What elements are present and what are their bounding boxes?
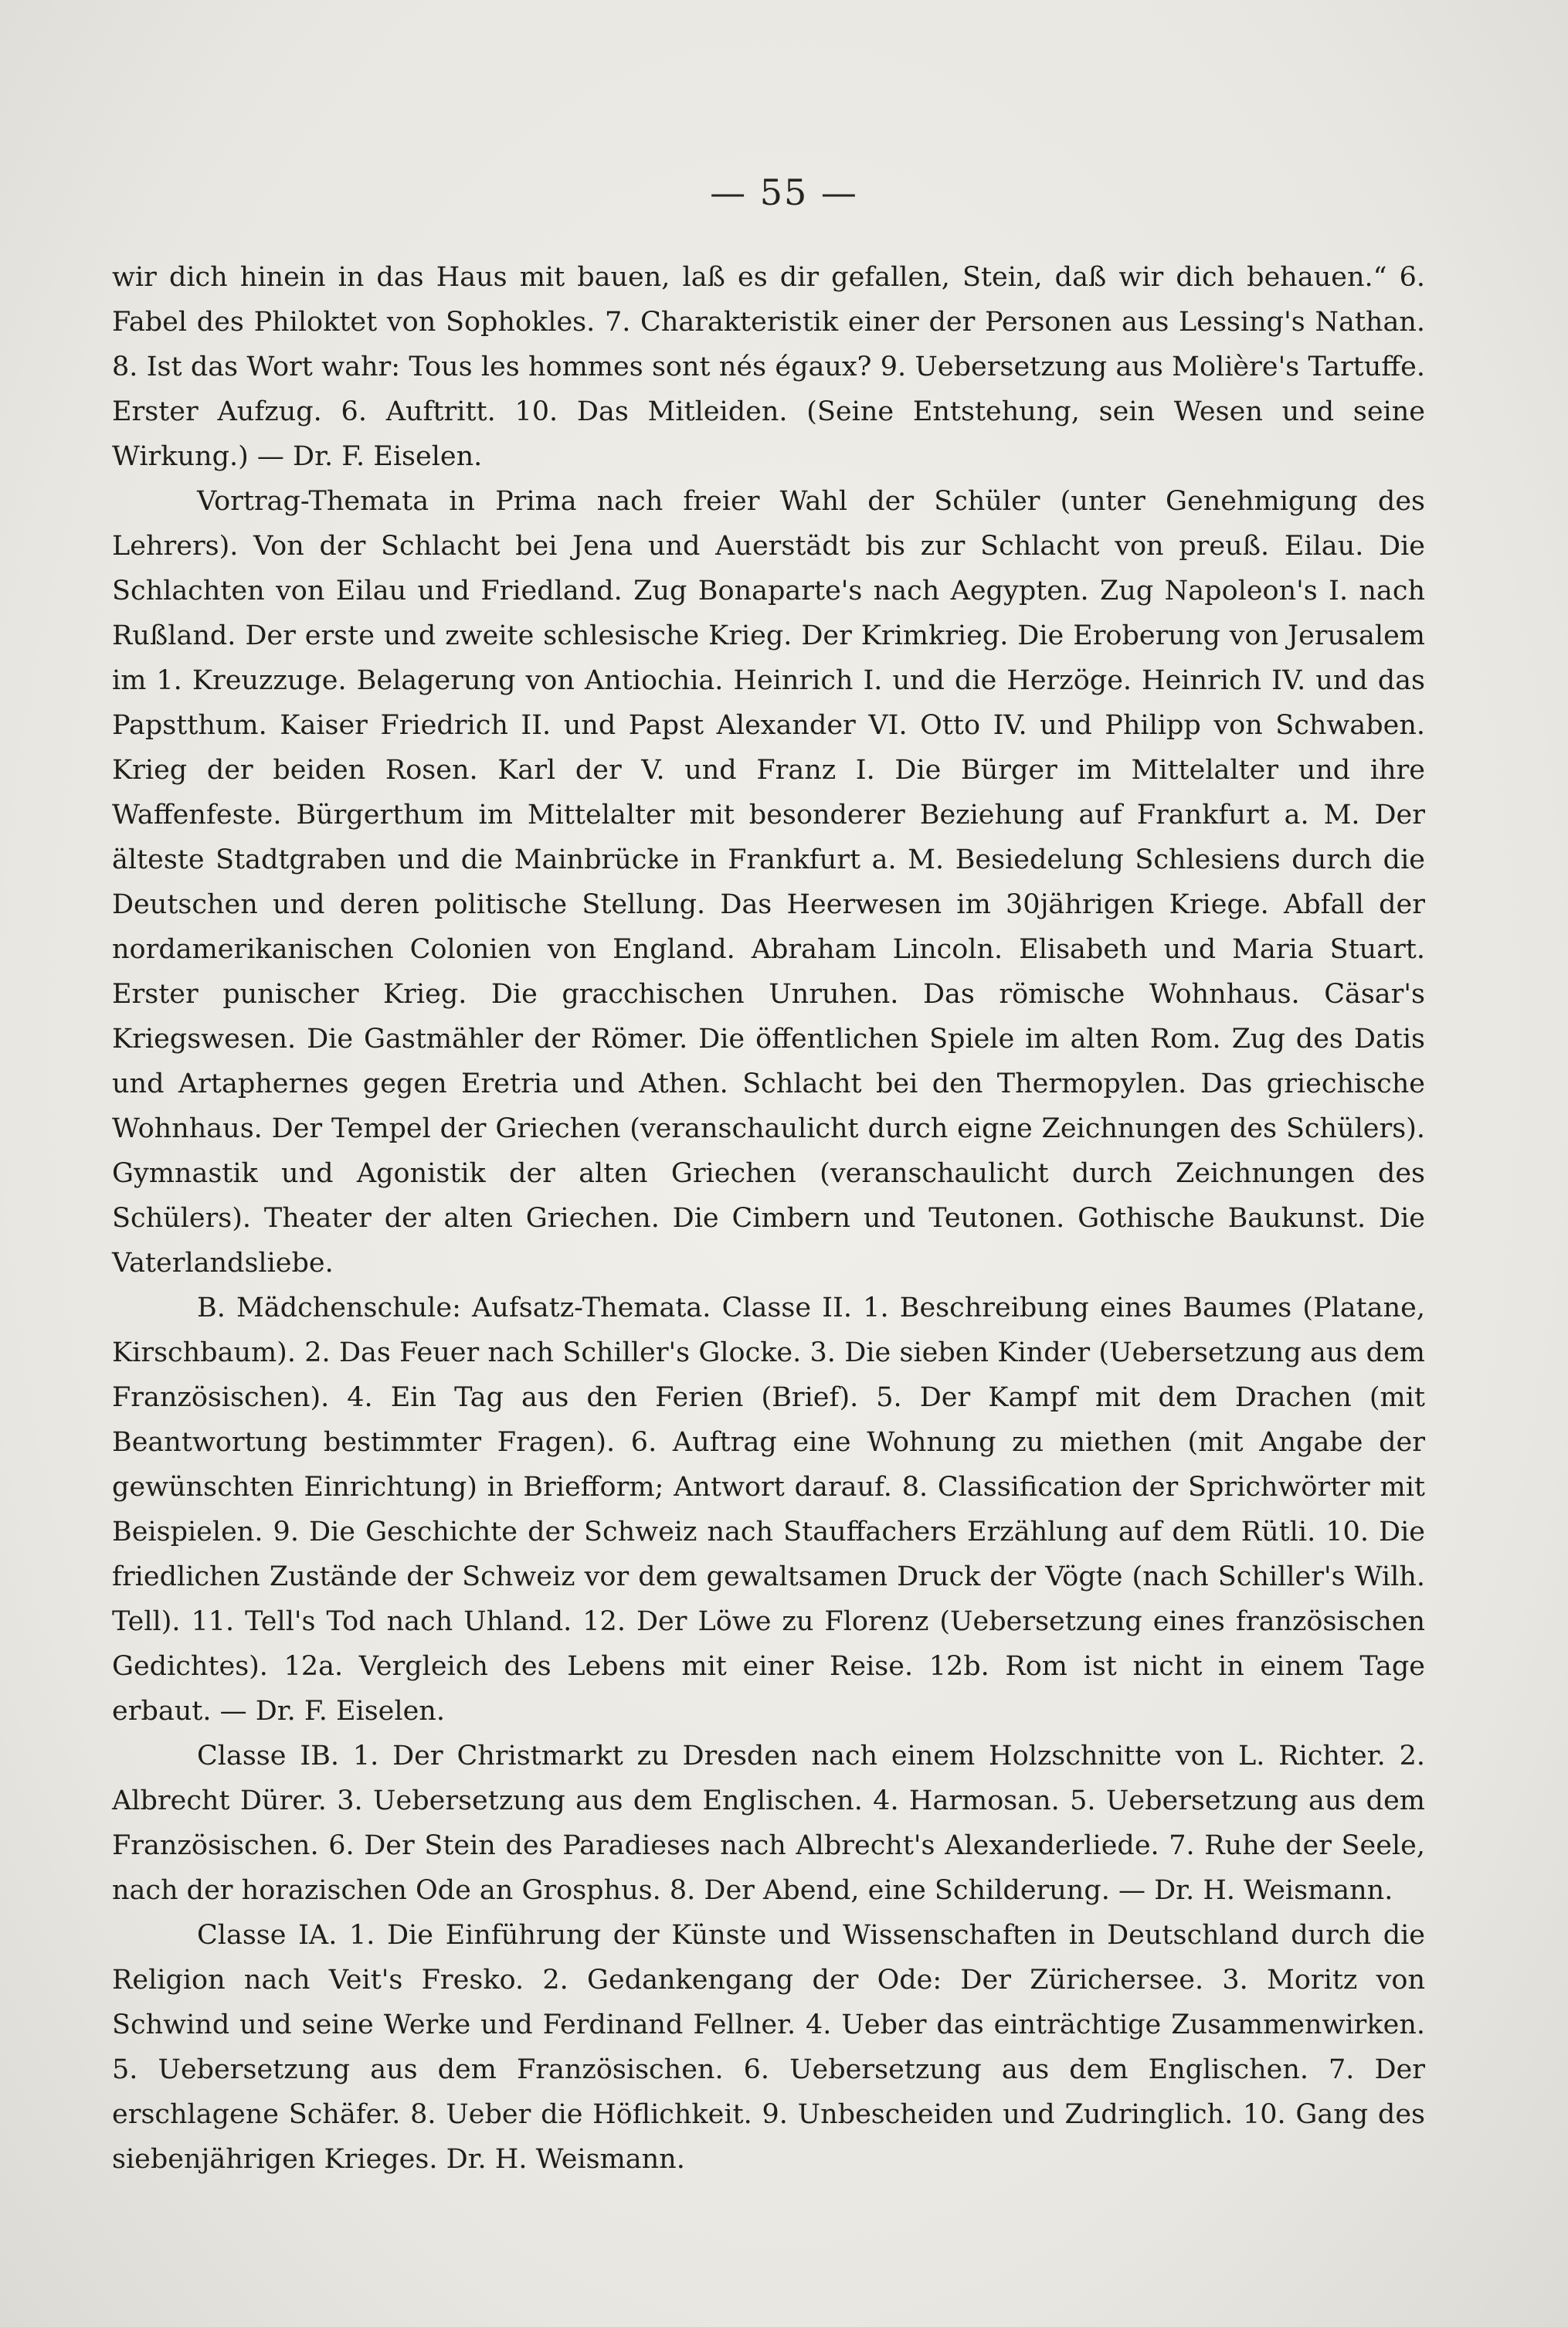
body-text [112, 255, 1425, 2182]
paragraph-class-1a: Classe IA. 1. Die Einführung der Künste und Wissenschaften in Deutschland durch die Religion nach Veit's Fresko. 2. Gedankengang der Ode: Der Zürichersee. 3. Moritz von Schwind und seine Werke und Ferdinand Fellner. 4. Ueber das einträchtige Zusammenwirken. 5. Uebersetzung aus dem Französischen. 6. Uebersetzung aus dem Englischen. 7. Der erschlagene Schäfer. 8. Ueber die Höflichkeit. 9. Unbescheiden und Zudringlich. 10. Gang des siebenjährigen Krieges. Dr. H. Weismann. [112, 1920, 1425, 2175]
paragraph-lecture-topics-prima: Vortrag-Themata in Prima nach freier Wahl der Schüler (unter Genehmigung des Lehrers). Von der Schlacht bei Jena und Auerstädt bis zur Schlacht von preuß. Eilau. Die Schlachten von Eilau und Friedland. Zug Bonaparte's nach Aegypten. Zug Napoleon's I. nach Rußland. Der erste und zweite schlesische Krieg. Der Krimkrieg. Die Eroberung von Jerusalem im 1. Kreuzzuge. Belagerung von Antiochia. Heinrich I. und die Herzöge. Heinrich IV. und das Papstthum. Kaiser Friedrich II. und Papst Alexander VI. Otto IV. und Philipp von Schwaben. Krieg der beiden Rosen. Karl der V. und Franz I. Die Bürger im Mittelalter und ihre Waffenfeste. Bürgerthum im Mittelalter mit besonderer Beziehung auf Frankfurt a. M. Der älteste Stadtgraben und die Mainbrücke in Frankfurt a. M. Besiedelung Schlesiens durch die Deutschen und deren politische Stellung. Das Heerwesen im 30jährigen Kriege. Abfall der nordamerikanischen Colonien von England. Abraham Lincoln. Elisabeth und Maria Stuart. Erster punischer Krieg. Die gracchischen Unruhen. Das römische Wohnhaus. Cäsar's Kriegswesen. Die Gastmähler der Römer. Die öffentlichen Spiele im alten Rom. Zug des Datis und Artaphernes gegen Eretria und Athen. Schlacht bei den Thermopylen. Das griechische Wohnhaus. Der Tempel der Griechen (veranschaulicht durch eigne Zeichnungen des Schülers). Gymnastik und Agonistik der alten Griechen (veranschaulicht durch Zeichnungen des Schülers). Theater der alten Griechen. Die Cimbern und Teutonen. Gothische Baukunst. Die Vaterlandsliebe. [112, 486, 1425, 1279]
page-number: — 55 — [710, 172, 858, 213]
paragraph-class-1b: Classe IB. 1. Der Christmarkt zu Dresden nach einem Holzschnitte von L. Richter. 2. Albrecht Dürer. 3. Uebersetzung aus dem Englischen. 4. Harmosan. 5. Uebersetzung aus dem Französischen. 6. Der Stein des Paradieses nach Albrecht's Alexanderliede. 7. Ruhe der Seele, nach der horazischen Ode an Grosphus. 8. Der Abend, eine Schilderung. — Dr. H. Weismann. [112, 1741, 1425, 1906]
paragraph-girls-school-class-2: B. Mädchenschule: Aufsatz-Themata. Classe II. 1. Beschreibung eines Baumes (Platane, Kirschbaum). 2. Das Feuer nach Schiller's Glocke. 3. Die sieben Kinder (Uebersetzung aus dem Französischen). 4. Ein Tag aus den Ferien (Brief). 5. Der Kampf mit dem Drachen (mit Beantwortung bestimmter Fragen). 6. Auftrag eine Wohnung zu miethen (mit Angabe der gewünschten Einrichtung) in Briefform; Antwort darauf. 8. Classification der Sprichwörter mit Beispielen. 9. Die Geschichte der Schweiz nach Stauffachers Erzählung auf dem Rütli. 10. Die friedlichen Zustände der Schweiz vor dem gewaltsamen Druck der Vögte (nach Schiller's Wilh. Tell). 11. Tell's Tod nach Uhland. 12. Der Löwe zu Florenz (Uebersetzung eines französischen Gedichtes). 12a. Vergleich des Lebens mit einer Reise. 12b. Rom ist nicht in einem Tage erbaut. — Dr. F. Eiselen. [112, 1293, 1425, 1727]
paragraph-essay-topics-end: wir dich hinein in das Haus mit bauen, laß es dir gefallen, Stein, daß wir dich behauen.“ 6. Fabel des Philoktet von Sophokles. 7. Charakteristik einer der Personen aus Lessing's Nathan. 8. Ist das Wort wahr: Tous les hommes sont nés égaux? 9. Uebersetzung aus Molière's Tartuffe. Erster Aufzug. 6. Auftritt. 10. Das Mitleiden. (Seine Entstehung, sein Wesen und seine Wirkung.) — Dr. F. Eiselen. [112, 262, 1425, 472]
